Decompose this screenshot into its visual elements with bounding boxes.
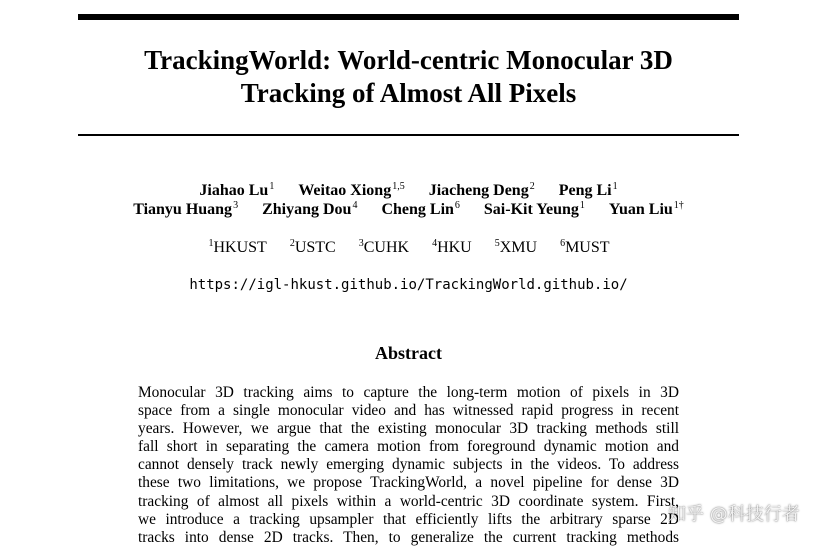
affiliation-marker: 4 (432, 238, 438, 249)
author-affiliation-marker: 6 (454, 200, 460, 211)
abstract-line: we introduce a tracking upsampler that efficiently lifts the arbitrary sparse 2D (138, 510, 679, 528)
affiliation (494, 238, 537, 258)
title-line: TrackingWorld: World-centric Monocular 3D (144, 45, 673, 75)
author (381, 200, 459, 220)
affiliation-name: CUHK (363, 239, 410, 256)
author-name: Jiahao Lu (199, 182, 269, 199)
affiliation (559, 238, 609, 258)
abstract-line: Monocular 3D tracking aims to capture the long-term motion of pixels in 3D (138, 384, 679, 401)
author-affiliation-marker: 1 (579, 200, 585, 211)
affiliation-marker: 2 (289, 238, 295, 249)
affiliation (289, 238, 336, 258)
affiliation (358, 238, 409, 258)
affiliation-marker: 1 (208, 238, 214, 249)
author-name: Zhiyang Dou (262, 201, 352, 218)
affiliations (78, 238, 739, 258)
affiliation-marker: 6 (560, 238, 566, 249)
abstract-body (138, 384, 679, 547)
author-affiliation-marker: 2 (529, 181, 535, 192)
author (609, 200, 684, 220)
author-name: Yuan Liu (608, 201, 673, 218)
affiliation-marker: 3 (358, 238, 364, 249)
author (429, 181, 535, 201)
paper-title (78, 44, 739, 110)
author (559, 181, 618, 201)
author-affiliation-marker: 1 (269, 181, 275, 192)
author-name: Peng Li (558, 182, 612, 199)
author (484, 200, 585, 220)
watermark: 知乎 @科技行者 (668, 504, 800, 525)
author-name: Tianyu Huang (133, 201, 233, 218)
author-affiliation-marker: 1,5 (392, 181, 405, 192)
title-line: Tracking of Almost All Pixels (240, 78, 577, 108)
top-rule (78, 14, 739, 20)
affiliation-name: USTC (294, 239, 336, 256)
abstract-line: space from a single monocular video and has witnessed rapid progress in recent (138, 402, 679, 420)
affiliation (431, 238, 472, 258)
author-name: Sai-Kit Yeung (483, 201, 579, 218)
author (262, 200, 357, 220)
affiliation-name: XMU (499, 239, 538, 256)
author-affiliation-marker: 3 (233, 200, 239, 211)
title-bottom-rule (78, 134, 739, 136)
affiliation-name: HKUST (213, 239, 267, 256)
author-row (78, 200, 739, 220)
abstract-line: tracking of almost all pixels within a world-centric 3D coordinate system. First, (138, 492, 679, 510)
abstract-line: cannot densely track newly emerging dynamic subjects in the videos. To address (138, 456, 679, 474)
abstract-heading: Abstract (375, 343, 442, 363)
author-name: Weitao Xiong (298, 182, 392, 199)
author-row (78, 181, 739, 201)
project-url[interactable]: https://igl-hkust.github.io/TrackingWorld.github.io/ (189, 277, 628, 293)
abstract-line: years. However, we argue that the existing monocular 3D tracking methods still (138, 420, 679, 438)
author-name: Jiacheng Deng (428, 182, 529, 199)
author-affiliation-marker: 1† (673, 200, 684, 211)
abstract-line: fall short in separating the camera motion from foreground dynamic motion and (138, 438, 679, 456)
author (298, 181, 404, 201)
affiliation-name: HKU (437, 239, 472, 256)
author-affiliation-marker: 1 (612, 181, 618, 192)
author (199, 181, 274, 201)
affiliation (207, 238, 266, 258)
abstract-line: these two limitations, we propose TrackingWorld, a novel pipeline for dense 3D (138, 474, 679, 492)
affiliation-marker: 5 (494, 238, 500, 249)
author (133, 200, 238, 220)
abstract-line: tracks into dense 2D tracks. Then, to generalize the current tracking methods (138, 528, 679, 546)
author-name: Cheng Lin (381, 201, 454, 218)
author-affiliation-marker: 4 (352, 200, 358, 211)
affiliation-name: MUST (565, 239, 610, 256)
